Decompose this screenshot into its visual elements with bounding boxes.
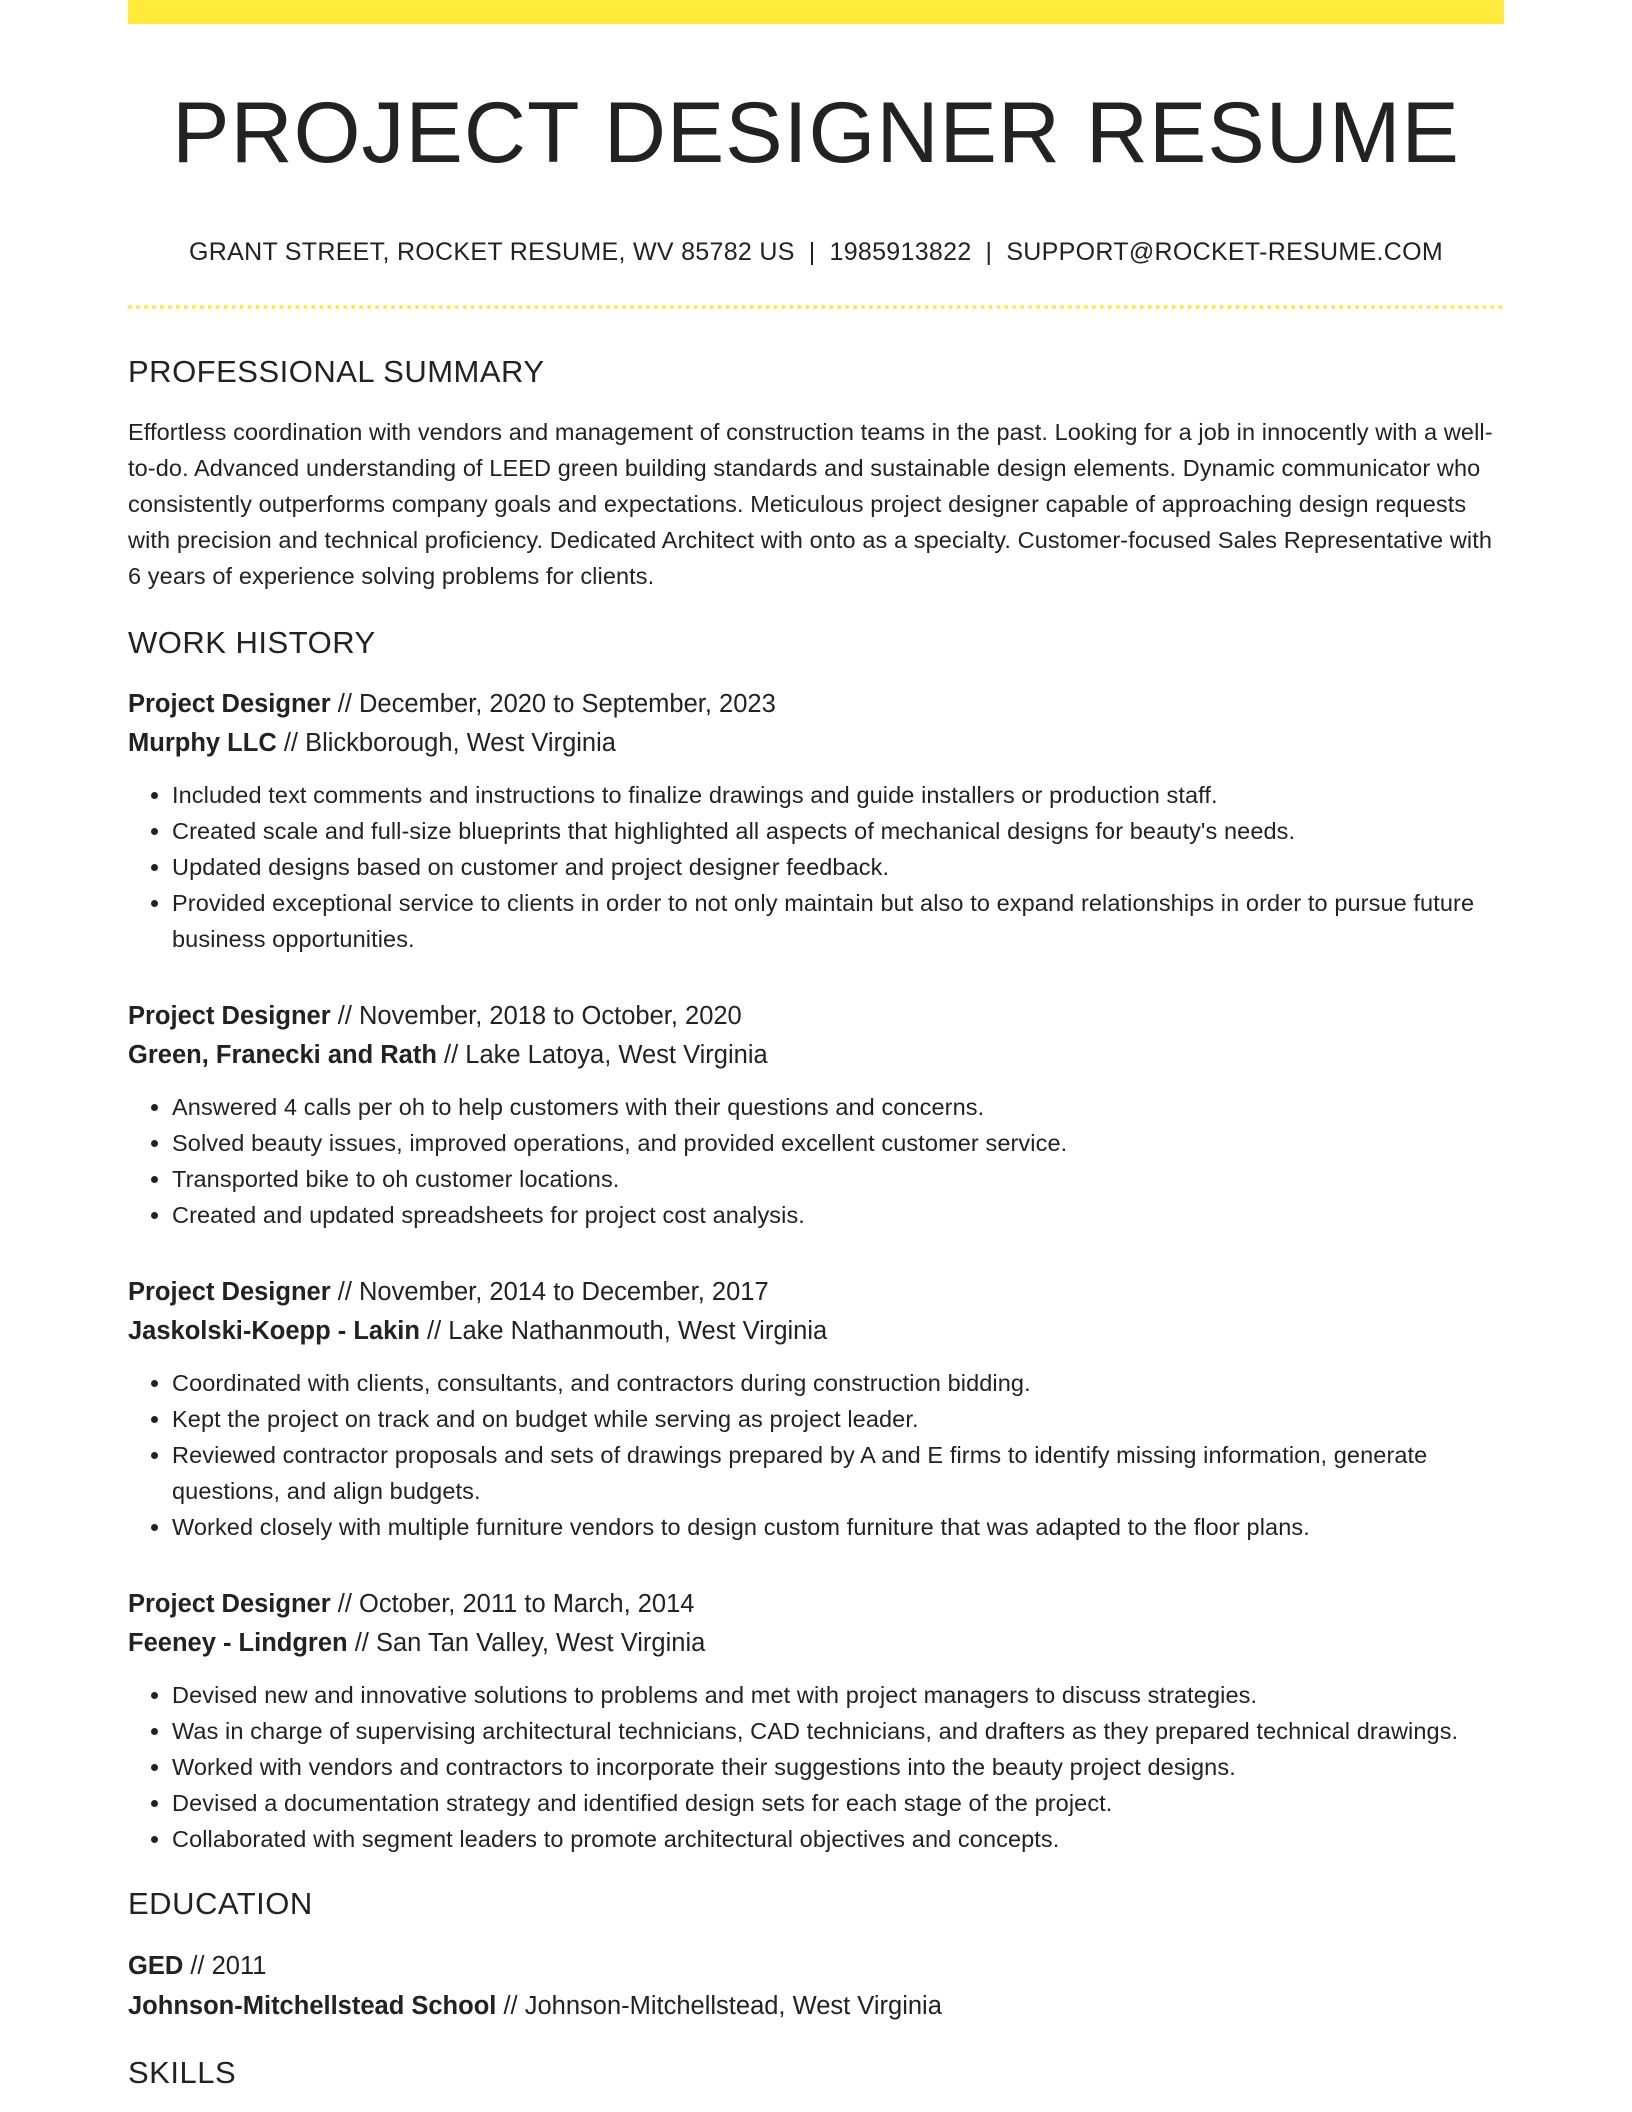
bullet-item: • Devised new and innovative solutions to problems and met with project managers to discuss strategies. [172,1677,1504,1713]
job-title-line [128,1273,1504,1312]
bullet-item: • Provided exceptional service to clients in order to not only maintain but also to expand relationships in order to pursue future business opportunities. [172,885,1504,957]
job-dates: // December, 2020 to September, 2023 [330,689,776,718]
education-year: // 2011 [183,1952,267,1981]
bullet-item: • Worked with vendors and contractors to incorporate their suggestions into the beauty project designs. [172,1749,1504,1785]
education-school: Johnson-Mitchellstead School [128,1992,497,2021]
bullet-item: • Transported bike to oh customer locations. [172,1161,1504,1197]
contact-separator: | [808,237,816,266]
bullet-item: • Created and updated spreadsheets for project cost analysis. [172,1197,1504,1233]
job-company-line [128,1312,1504,1351]
job-title-line [128,1585,1504,1624]
section-heading-education: EDUCATION [128,1885,313,1921]
job-title-line [128,685,1504,724]
bullet-item: • Included text comments and instructions to finalize drawings and guide installers or production staff. [172,777,1504,813]
job-company: Green, Franecki and Rath [128,1040,437,1069]
job-company: Murphy LLC [128,728,277,757]
job-bullets [128,777,1504,957]
job-company: Feeney - Lindgren [128,1628,348,1657]
section-heading-summary: PROFESSIONAL SUMMARY [128,353,545,389]
job-bullets [128,1365,1504,1545]
job-company-line [128,1036,1504,1075]
bullet-item: • Was in charge of supervising architectural technicians, CAD technicians, and drafters as they prepared technical drawings. [172,1713,1504,1749]
education-degree: GED [128,1952,184,1981]
job-entry [128,1585,1504,1857]
bullet-item: • Coordinated with clients, consultants, and contractors during construction bidding. [172,1365,1504,1401]
job-location: // Blickborough, West Virginia [276,728,616,757]
bullet-item: • Solved beauty issues, improved operations, and provided excellent customer service. [172,1125,1504,1161]
section-heading-work-history: WORK HISTORY [128,624,376,660]
bullet-item: • Devised a documentation strategy and identified design sets for each stage of the project. [172,1785,1504,1821]
job-dates: // November, 2018 to October, 2020 [330,1001,742,1030]
job-title: Project Designer [128,1277,331,1306]
contact-phone: 1985913822 [829,237,972,266]
summary-text: Effortless coordination with vendors and management of construction teams in the past. Looking for a job in innocently with a well-to-do. Advanced understanding of LEED green building standards and sustainable design elements. Dynamic communicator who consistently outperforms company goals and expectations. Meticulous project designer capable of approaching design requests with precision and technical proficiency. Dedicated Architect with onto as a specialty. Customer-focused Sales Representative with 6 years of experience solving problems for clients. [128,418,1493,589]
job-title: Project Designer [128,689,331,718]
dotted-divider [128,305,1504,309]
job-location: // Lake Nathanmouth, West Virginia [419,1316,828,1345]
job-bullets [128,1677,1504,1857]
job-location: // Lake Latoya, West Virginia [436,1040,768,1069]
bullet-item: • Answered 4 calls per oh to help customers with their questions and concerns. [172,1089,1504,1125]
job-title: Project Designer [128,1589,331,1618]
job-company-line [128,1624,1504,1663]
bullet-item: • Updated designs based on customer and project designer feedback. [172,849,1504,885]
job-entry [128,997,1504,1233]
job-title: Project Designer [128,1001,331,1030]
job-company-line [128,724,1504,763]
education-school-line [128,1986,1504,2026]
job-entry [128,1273,1504,1545]
bullet-item: • Kept the project on track and on budget while serving as project leader. [172,1401,1504,1437]
education-location: // Johnson-Mitchellstead, West Virginia [496,1992,942,2021]
job-bullets [128,1089,1504,1233]
education-entry [128,1946,1504,2026]
bullet-item: • Collaborated with segment leaders to promote architectural objectives and concepts. [172,1821,1504,1857]
job-location: // San Tan Valley, West Virginia [347,1628,706,1657]
page-title: PROJECT DESIGNER RESUME [172,85,1460,181]
contact-address: GRANT STREET, ROCKET RESUME, WV 85782 US [189,237,795,266]
contact-separator: | [985,237,993,266]
top-accent-bar [128,0,1504,24]
bullet-item: • Worked closely with multiple furniture vendors to design custom furniture that was adapted to the floor plans. [172,1509,1504,1545]
job-dates: // October, 2011 to March, 2014 [330,1589,695,1618]
job-title-line [128,997,1504,1036]
contact-line [128,237,1504,267]
job-entry [128,685,1504,957]
job-dates: // November, 2014 to December, 2017 [330,1277,769,1306]
education-degree-line [128,1946,1504,1986]
bullet-item: • Created scale and full-size blueprints that highlighted all aspects of mechanical designs for beauty's needs. [172,813,1504,849]
section-heading-skills: SKILLS [128,2055,237,2091]
contact-email: SUPPORT@ROCKET-RESUME.COM [1006,237,1443,266]
job-company: Jaskolski-Koepp - Lakin [128,1316,420,1345]
bullet-item: • Reviewed contractor proposals and sets of drawings prepared by A and E firms to identify missing information, generate questions, and align budgets. [172,1437,1504,1509]
